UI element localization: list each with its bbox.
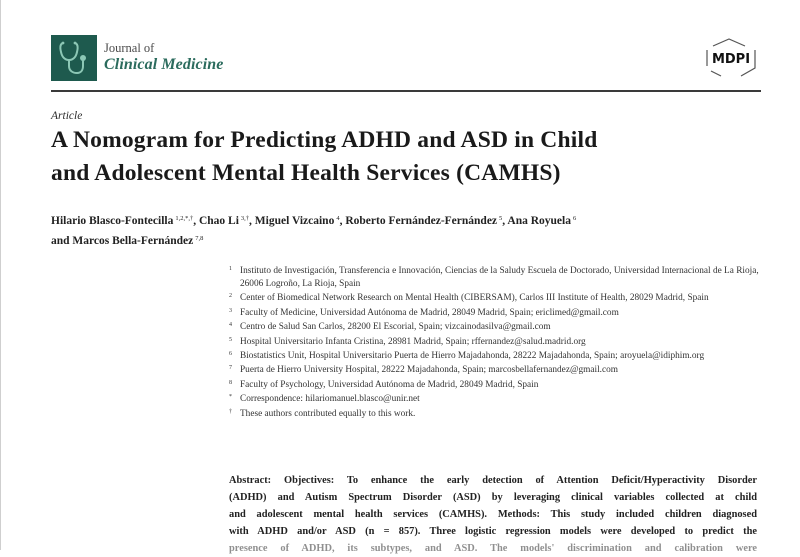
affiliation-item: 1 Instituto de Investigación, Transferencia e Innovación, Ciencias de la Saludy Escuela de Doctorado, Universidad Internacional de La Rioja, 26006 Logroño, La Rioja, Spain: [229, 265, 769, 291]
objectives-label: Objectives:: [284, 475, 335, 486]
affiliation-item: 2 Center of Biomedical Network Research on Mental Health (CIBERSAM), Carlos III Institute of Health, 28029 Madrid, Spain: [229, 292, 769, 305]
affiliation-item: 7 Puerta de Hierro University Hospital, 28222 Majadahonda, Spain; marcosbellafernandez@gmail.com: [229, 364, 769, 377]
author[interactable]: Roberto Fernández-Fernández $^5$: [345, 215, 503, 227]
paper-title-line-1: A Nomogram for Predicting ADHD and ASD in Child: [51, 127, 598, 153]
journal-logo: [51, 35, 97, 81]
header-divider: [51, 90, 761, 92]
journal-title: Clinical Medicine: [104, 56, 224, 73]
abstract: [229, 472, 757, 554]
affiliation-item: 3 Faculty of Medicine, Universidad Autónoma de Madrid, 28049 Madrid, Spain; ericlimed@gmail.com: [229, 307, 769, 320]
mdpi-logo-text: MDPI: [711, 52, 751, 67]
abstract-line: Abstract: Objectives: To enhance the early detection of Attention Deficit/Hyperactivity Disorder: [229, 475, 757, 486]
methods-label: Methods:: [497, 509, 540, 520]
abstract-line: with ADHD and/or ASD (n = 857). Three logistic regression models were developed to predict the: [229, 526, 757, 537]
correspondence-item: * Correspondence: hilariomanuel.blasco@unir.net: [229, 393, 769, 406]
affiliation-mark: 4: [229, 322, 232, 329]
article-type-label: Article: [51, 110, 83, 122]
affiliation-mark: 2: [229, 293, 232, 300]
affiliation-item: 8 Faculty of Psychology, Universidad Autónoma de Madrid, 28049 Madrid, Spain: [229, 379, 769, 392]
author[interactable]: Ana Royuela $^6$: [507, 215, 577, 227]
affiliation-mark: †: [229, 408, 232, 415]
affiliation-mark: 3: [229, 307, 232, 314]
affiliation-mark: 1: [229, 266, 232, 272]
abstract-line-partial: presence of ADHD, its subtypes, and ASD. The models' discrimination and calibration were: [229, 543, 757, 554]
author[interactable]: and Marcos Bella-Fernández $^{7,8}$: [51, 235, 204, 247]
affiliation-mark: 8: [229, 379, 232, 386]
affiliation-item: 4 Centro de Salud San Carlos, 28200 El Escorial, Spain; vizcainodasilva@gmail.com: [229, 321, 769, 334]
affiliation-mark: 7: [229, 365, 232, 372]
mdpi-logo: [701, 38, 761, 78]
affiliation-mark: 5: [229, 336, 232, 343]
abstract-line: (ADHD) and Autism Spectrum Disorder (ASD) by leveraging clinical variables collected at child: [229, 492, 757, 503]
paper-title-line-2: and Adolescent Mental Health Services (CAMHS): [51, 160, 561, 186]
affiliations-list: [229, 265, 769, 422]
author-list: Hilario Blasco-Fontecilla $^{1,2,*,\dagger}$, Chao Li $^{3,\dagger}$, Miguel Vizcaino $^4$, Roberto Fernández-Fernández $^5$, Ana Royuela $^6$ and Marcos Bella-Fernández $^{7,8}$: [51, 215, 577, 247]
affiliation-mark: 6: [229, 351, 232, 358]
journal-of-label: Journal of: [104, 41, 155, 55]
journal-name: [104, 41, 223, 74]
paper-title: [51, 124, 751, 190]
author[interactable]: Chao Li $^{3,\dagger}$: [198, 215, 250, 227]
affiliation-mark: *: [229, 394, 232, 401]
abstract-label: Abstract:: [229, 475, 272, 486]
abstract-line: and adolescent mental health services (CAMHS). Methods: This study included children diagnosed: [229, 509, 757, 520]
affiliation-item: 5 Hospital Universitario Infanta Cristina, 28981 Madrid, Spain; rffernandez@salud.madrid.org: [229, 336, 769, 349]
journal-header: [51, 35, 761, 85]
equal-contribution-note: † These authors contributed equally to this work.: [229, 408, 769, 421]
author[interactable]: Miguel Vizcaino $^4$: [254, 215, 340, 227]
affiliation-item: 6 Biostatistics Unit, Hospital Universitario Puerta de Hierro Majadahonda, 28222 Majadahonda, Spain; aroyuela@idiphim.org: [229, 350, 769, 363]
author[interactable]: Hilario Blasco-Fontecilla $^{1,2,*,\dagger}$: [51, 215, 194, 227]
